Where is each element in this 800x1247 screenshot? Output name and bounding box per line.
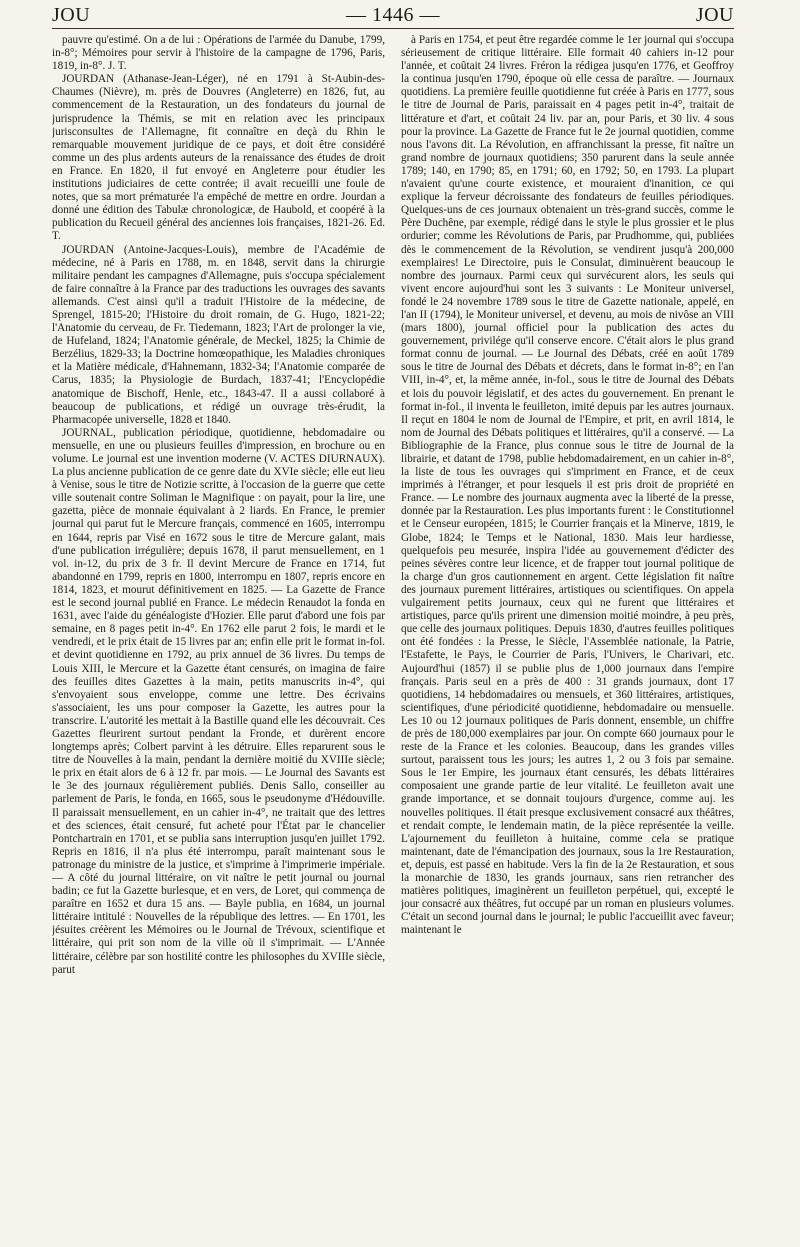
text-columns (52, 34, 734, 1239)
header-right-word: JOU (695, 4, 734, 26)
entry-journal: JOURNAL, publication périodique, quotidienne, hebdomadaire ou mensuelle, en une ou plusieurs feuilles d'impression, en brochure ou en volume. Le journal est une invention moderne (V. ACTES DIURNAUX). La plus ancienne publication de ce genre date du XVIe siècle; elle eut lieu à Venise, sous le titre de Notizie scritte, à l'occasion de la guerre que cette ville soutenait contre Soliman le Magnifique : on payait, pour la lire, une gazetta, pièce de monnaie équivalant à 2 liards. En France, le premier journal qui parut fut le Mercure français, commencé en 1605, interrompu en 1644, repris par Visé en 1672 sous le titre de Mercure galant, mais d'une publication irrégulière; depuis 1678, il parut mensuellement, en 1 vol. in-12, du prix de 3 fr. Il devint Mercure de France en 1714, fut abandonné en 1799, repris en 1800, interrompu en 1807, repris encore en 1814, 1823, et mourut définitivement en 1825. — La Gazette de France est le second journal publié en France. Le médecin Renaudot la fonda en 1631, avec l'aide du généalogiste d'Hozier. Elle parut d'abord une fois par semaine, en 8 pages petit in-4°. En 1762 elle parut 2 fois, le mardi et le vendredi, et le prix était de 15 livres par an; enfin elle prit le format in-fol. et devint quotidienne en 1792, au prix annuel de 36 livres. Du temps de Louis XIII, le Mercure et la Gazette étant censurés, on imagina de faire des feuilles dites Gazettes à la main, petits manuscrits in-4°, qui s'envoyaient sous enveloppe, comme une lettre. Des écrivains s'associaient, les uns pour composer la Gazette, les autres pour la transcrire. L'autorité les mettait à la Bastille quand elle les découvrait. Ces Gazettes fleurirent surtout pendant la Fronde, et durèrent encore longtemps après; Colbert parvint à les détruire. Elles reparurent sous le titre de Nouvelles à la main, pendant la dernière moitié du XVIIIe siècle; le prix en était alors de 6 à 12 fr. par mois. — Le Journal des Savants est le 3e des journaux régulièrement publiés. Denis Sallo, conseiller au parlement de Paris, le fonda, en 1665, sous le pseudonyme d'Hédouville. Il paraissait mensuellement, en un cahier in-4°, ne traitait que des lettres et des sciences, était censuré, fut acheté pour l'État par le chancelier Pontchartrain en 1701, et se publia sans interruption jusqu'en juillet 1792. Repris en 1816, il n'a plus été interrompu, paraît maintenant sous le patronage du ministre de la justice, et s'imprime à l'imprimerie impériale. — A côté du journal littéraire, on vit naître le petit journal ou journal badin; ce fut la Gazette burlesque, et en vers, de Loret, qui commença de paraître en 1652 et dura 15 ans. — Bayle publia, en 1684, un journal littéraire intitulé : Nouvelles de la république des lettres. — En 1701, les jésuites créèrent les Mémoires ou le Journal de Trévoux, scientifique et littéraire, qui prit son nom de la ville où il s'imprimait. — L'Année littéraire, célèbre par son hostilité contre les philosophes du XVIIIe siècle, parut (52, 426, 385, 976)
header-left-word: JOU (52, 4, 91, 26)
entry-jourdan-athanase: JOURDAN (Athanase-Jean-Léger), né en 1791 à St-Aubin-des-Chaumes (Nièvre), m. près de Douvres (Angleterre) en 1826, fut, au commencement de la Restauration, un des fondateurs du journal de jurisprudence la Thémis, se mit en relation avec les principaux jurisconsultes de l'Allemagne, fit connaître en deçà du Rhin le remarquable mouvement juridique de ce pays, et doit être considéré comme un des plus ardents auteurs de la renaissance des études de droit en France. En 1820, il fut envoyé en Angleterre pour étudier les institutions judiciaires de cette contrée; il avait recueilli une foule de notes, que sa mort prématurée l'a empêché de mettre en ordre. Jourdan a donné une édition des Tabulæ chronologicæ, de Haubold, et coopéré à la publication du Recueil général des anciennes lois françaises, 1821-26. Ed. T. (52, 73, 385, 243)
entry-jourdan-antoine: JOURDAN (Antoine-Jacques-Louis), membre de l'Académie de médecine, né à Paris en 1788, m. en 1848, servit dans la chirurgie militaire pendant les campagnes d'Allemagne, puis s'occupa spécialement de faire connaître à la France par des traductions les ouvrages des savants allemands. C'est ainsi qu'il a traduit l'Histoire de la médecine, de Sprengel, 1815-20; l'Histoire du droit romain, de G. Hugo, 1821-22; l'Anatomie du cerveau, de Fr. Tiedemann, 1823; l'Art de prolonger la vie, de Hufeland, 1824; l'Anatomie générale, de Meckel, 1825; la Chimie de Berzélius, 1829-33; la Doctrine homœopathique, les Maladies chroniques et la Matière médicale, d'Hahnemann, 1832-34; l'Anatomie comparée de Carus, 1835; la Physiologie de Burdach, 1837-41; l'Encyclopédie anatomique de Bischoff, Henle, etc., 1843-47. Il a aussi collaboré à beaucoup de publications, et rédigé un ouvrage très-érudit, la Pharmacopée universelle, 1828 et 1840. (52, 243, 385, 426)
page-number: — 1446 — (346, 4, 440, 26)
entry-journal-continued: à Paris en 1754, et peut être regardée comme le 1er journal qui s'occupa sérieusement de critique littéraire. Elle formait 40 cahiers in-12 pour l'année, et coûtait 24 livres. Fréron la rédigea jusqu'en 1776, et Geoffroy la continua jusqu'en 1790, époque où elle cessa de paraître. — Journaux quotidiens. La première feuille quotidienne fut créée à Paris en 1777, sous le titre de Journal de Paris, paraissait en 4 pages petit in-4°, traitait de littérature et d'art, et coûtait 24 liv. par an, pour Paris, et 30 liv. 4 sous pour la province. La Gazette de France fut le 2e journal quotidien, comme nous l'avons dit. La Révolution, en affranchissant la presse, fit naître un grand nombre de journaux quotidiens; 350 parurent dans la seule année 1789; 140, en 1790; 85, en 1791; 60, en 1792; 50, en 1793. La plupart n'avaient qu'une courte existence, et mouraient d'inanition, ce qui explique la ferveur décroissante des fondateurs de feuilles périodiques. Quelques-uns de ces journaux obtenaient un très-grand succès, comme le Père Duchêne, par exemple, rédigé dans le style le plus grossier et le plus ordurier; comme les Révolutions de Paris, par Prudhomme, qui, publiées dès le commencement de la Révolution, se vendirent jusqu'à 200,000 exemplaires! Le Directoire, puis le Consulat, diminuèrent beaucoup le nombre des journaux. Parmi ceux qui survécurent alors, les seuls qui vivent encore aujourd'hui sont les 3 suivants : Le Moniteur universel, fondé le 24 novembre 1789 sous le titre de Gazette nationale, appelé, en l'an II (1794), le Moniteur universel, et devenu, au mois de nivôse an VIII (mars 1800), journal officiel pour la publication des actes du gouvernement, privilége qu'il conserve encore. C'était alors le plus grand format connu de journal. — Le Journal des Débats, créé en août 1789 sous le titre de Journal des Débats et décrets, dans le format in-8°; en l'an VIII, in-4°, et, la même année, in-fol., sous le titre de Journal des Débats et lois du pouvoir législatif, et des actes du gouvernement. En prenant le format in-fol., il inventa le feuilleton, imité depuis par les autres journaux. Il reçut en 1804 le nom de Journal de l'Empire, et prit, en avril 1814, le nom de Journal des Débats politiques et littéraires, qu'il a conservé. — La Bibliographie de la France, plus connue sous le titre de Journal de la librairie, et datant de 1798, publie hebdomadairement, en un cahier in-8°, la liste de tous les ouvrages qui s'impriment en France, et de ceux imprimés à l'étranger, et pour lesquels il est pris droit de propriété en France. — Le nombre des journaux augmenta avec la liberté de la presse, donnée par la Restauration. Les plus importants furent : le Constitutionnel et le Censeur européen, 1815; le Courrier français et la Minerve, 1819, le Globe, 1824; le Temps et le National, 1830. Mais leur hardiesse, quelquefois peu mesurée, inspira l'idée au gouvernement d'édicter des peines sévères contre leur licence, et de frapper tout journal politique de la charge d'un gros cautionnement en argent. Cette législation fit naître des journaux purement littéraires, artistiques ou scientifiques. On appela vulgairement petits journaux, ceux qui ne furent que littéraires et artistiques, parce qu'ils prirent une dimension moitié moindre, à peu près, que celle des journaux politiques. Depuis 1830, d'autres feuilles politiques ont été fondées : la Presse, le Siècle, l'Assemblée nationale, la Patrie, l'Estafette, le Pays, le Courrier de Paris, l'Univers, le Charivari, etc. Aujourd'hui (1857) il se publie plus de 1,000 journaux dans l'empire français. Paris seul en a près de 400 : 31 grands journaux, dont 17 quotidiens, 14 hebdomadaires ou mensuels, et 360 littéraires, artistiques, scientifiques, d'une périodicité quotidienne, hebdomadaire ou mensuelle. Les 10 ou 12 journaux politiques de Paris donnent, ensemble, un chiffre de près de 180,000 exemplaires par jour. On compte 660 journaux pour le reste de la France et les colonies. Beaucoup, dans les grandes villes surtout, paraissent tous les jours; les autres 1, 2 ou 3 fois par semaine. Sous le 1er Empire, les journaux étant censurés, les débats littéraires composaient une grande partie de leur vitalité. Le feuilleton avait une grande importance, et se donnait toujours d'urgence, comme auj. les nouvelles politiques. Il était presque exclusivement consacré aux théâtres, et rendait compte, le lendemain matin, de la pièce représentée la veille. L'ajournement du feuilleton à huitaine, comme cela se pratique maintenant, date de l'émancipation des journaux, sous la 1re Restauration, et, depuis, est passé en habitude. Vers la fin de la 2e Restauration, et sous la monarchie de 1830, les grands journaux, sans rien retrancher des matières politiques, imaginèrent un feuilleton perpétuel, qui, excepté le jour consacré aux théâtres, fut occupé par un roman en plusieurs volumes. C'était un second journal dans le journal; le public l'accueillit avec faveur; maintenant le (401, 34, 734, 937)
right-column (401, 34, 734, 1239)
entry-paragraph: pauvre qu'estimé. On a de lui : Opérations de l'armée du Danube, 1799, in-8°; Mémoires pour servir à l'histoire de la campagne de 1796, Paris, 1819, in-8°. J. T. (52, 34, 385, 73)
left-column (52, 34, 385, 1239)
page-header (52, 4, 734, 29)
